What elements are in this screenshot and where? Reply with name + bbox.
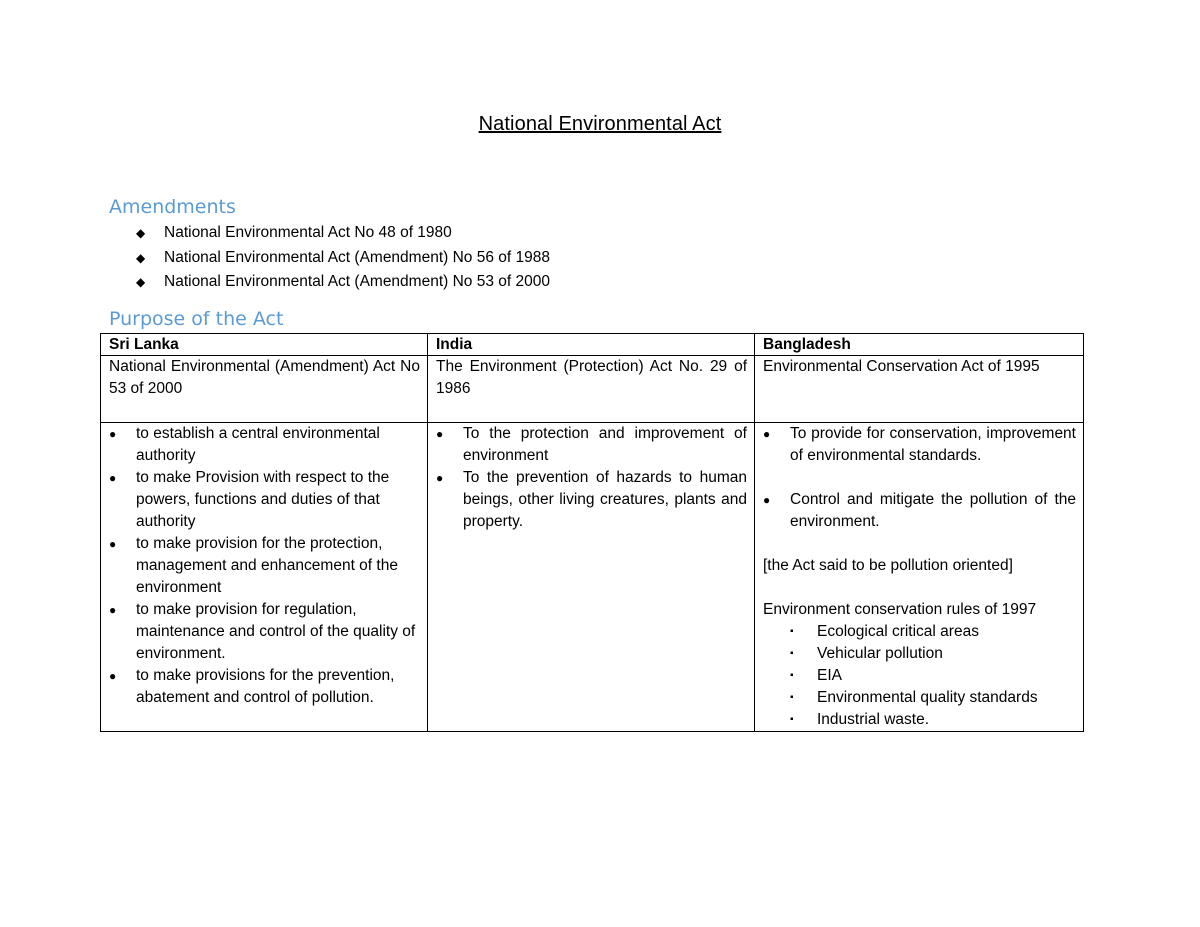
bullet-icon: ● [109,603,117,617]
sri-lanka-points [109,423,420,709]
point-text: to make Provision with respect to the powers, functions and duties of that authority [136,469,390,530]
bullet-icon: ● [109,427,117,441]
purpose-heading: Purpose of the Act [109,308,284,330]
point-text: To provide for conservation, improvement of environmental standards. [790,425,1076,464]
amendment-text: National Environmental Act (Amendment) No 53 of 2000 [164,273,550,290]
list-item [790,665,1076,687]
amendments-heading: Amendments [109,196,236,218]
list-item [109,665,420,709]
bullet-icon: ● [436,471,444,485]
list-item [790,687,1076,709]
bullet-icon: ● [109,471,117,485]
points-cell-india [428,423,755,732]
bullet-icon: ● [109,537,117,551]
bullet-icon: ● [763,427,771,441]
amendments-list [136,222,550,296]
square-bullet-icon: ▪ [790,670,794,681]
list-item [790,643,1076,665]
list-item [436,423,747,467]
point-text: to establish a central environmental authority [136,425,380,464]
list-item [109,533,420,599]
square-bullet-icon: ▪ [790,714,794,725]
points-cell-sri-lanka [101,423,428,732]
rule-text: Ecological critical areas [817,623,979,640]
list-item [109,423,420,467]
point-text: To the protection and improvement of environment [463,425,747,464]
square-bullet-icon: ▪ [790,626,794,637]
rule-text: Environmental quality standards [817,689,1038,706]
amendment-text: National Environmental Act No 48 of 1980 [164,224,452,241]
list-item [763,423,1076,467]
list-item [136,271,550,296]
rule-text: EIA [817,667,842,684]
point-text: to make provision for regulation, maintenance and control of the quality of environment. [136,601,416,662]
act-cell-india: The Environment (Protection) Act No. 29 of 1986 [428,356,755,423]
act-cell-bangladesh: Environmental Conservation Act of 1995 [755,356,1084,423]
india-points [436,423,747,533]
list-item [136,247,550,272]
amendment-text: National Environmental Act (Amendment) No 56 of 1988 [164,248,550,266]
point-text: To the prevention of hazards to human beings, other living creatures, plants and property. [463,469,747,530]
bullet-icon: ● [763,493,771,507]
table-header-row [101,334,1084,356]
point-text: to make provision for the protection, management and enhancement of the environment [136,535,398,596]
list-item [136,222,550,247]
point-text: to make provisions for the prevention, abatement and control of pollution. [136,667,395,706]
point-text: Control and mitigate the pollution of the environment. [790,491,1076,530]
list-item [790,621,1076,643]
bullet-icon: ● [436,427,444,441]
rules-list [763,621,1076,731]
column-header-india: India [428,334,755,356]
diamond-bullet-icon: ◆ [136,275,146,289]
list-item [790,709,1076,731]
page-title: National Environmental Act [478,113,722,135]
list-item [109,599,420,665]
points-cell-bangladesh [755,423,1084,732]
purpose-table [100,333,1084,732]
diamond-bullet-icon: ◆ [136,250,146,265]
rule-text: Industrial waste. [817,711,929,728]
bangladesh-points [763,423,1076,533]
rules-title: Environment conservation rules of 1997 [763,601,1037,618]
square-bullet-icon: ▪ [790,648,794,659]
list-item [109,467,420,533]
square-bullet-icon: ▪ [790,692,794,703]
act-cell-sri-lanka: National Environmental (Amendment) Act No 53 of 2000 [101,356,428,423]
diamond-bullet-icon: ◆ [136,226,146,240]
table-row [101,423,1084,732]
rule-text: Vehicular pollution [817,645,943,662]
list-item [763,489,1076,533]
column-header-sri-lanka: Sri Lanka [101,334,428,356]
bangladesh-note: [the Act said to be pollution oriented] [763,557,1013,574]
bullet-icon: ● [109,669,117,683]
list-item [436,467,747,533]
table-row [101,356,1084,423]
column-header-bangladesh: Bangladesh [755,334,1084,356]
